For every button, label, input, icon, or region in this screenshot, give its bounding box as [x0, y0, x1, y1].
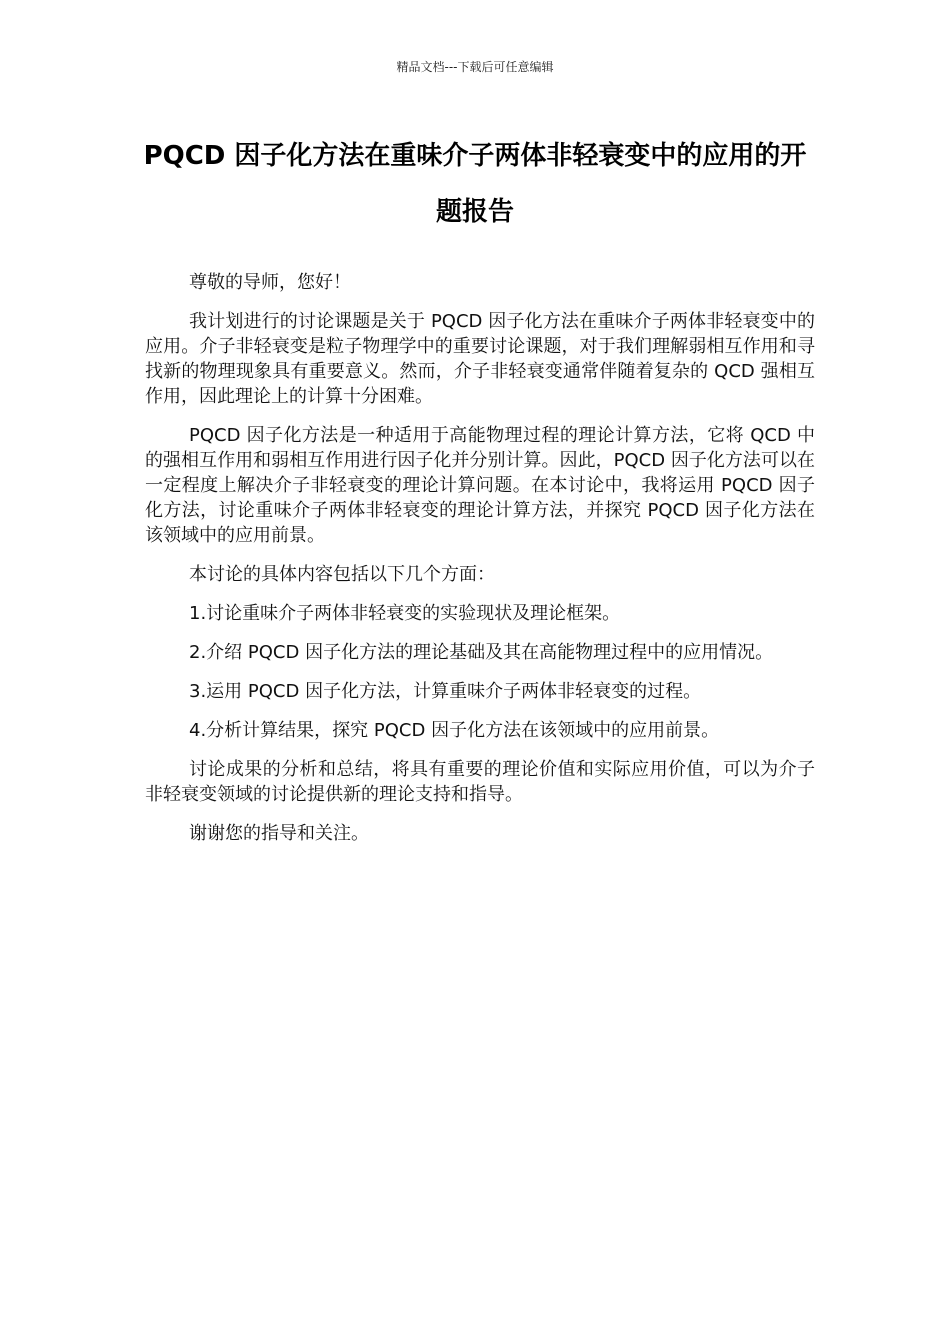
intro-paragraph: 我计划进行的讨论课题是关于 PQCD 因子化方法在重味介子两体非轻衰变中的应用。介子非轻衰变是粒子物理学中的重要讨论课题，对于我们理解弱相互作用和寻找新的物理现象具有重要意义。然而，介子非轻衰变通常伴随着复杂的 QCD 强相互作用，因此理论上的计算十分困难。 — [145, 311, 815, 407]
method-paragraph: PQCD 因子化方法是一种适用于高能物理过程的理论计算方法，它将 QCD 中的强相互作用和弱相互作用进行因子化并分别计算。因此，PQCD 因子化方法可以在一定程度上解决介子非轻衰变的理论计算问题。在本讨论中，我将运用 PQCD 因子化方法，讨论重味介子两体非轻衰变的理论计算方法，并探究 PQCD 因子化方法在该领域中的应用前景。 — [145, 425, 815, 546]
list-item-4: 4.分析计算结果，探究 PQCD 因子化方法在该领域中的应用前景。 — [189, 720, 720, 741]
document-body — [145, 270, 815, 860]
greeting-paragraph: 尊敬的导师，您好！ — [189, 272, 351, 293]
header-note: 精品文档---下载后可任意编辑 — [396, 60, 554, 74]
document-title: PQCD 因子化方法在重味介子两体非轻衰变中的应用的开题报告 — [143, 141, 807, 227]
contents-intro-paragraph: 本讨论的具体内容包括以下几个方面： — [189, 564, 495, 585]
list-item-3: 3.运用 PQCD 因子化方法，计算重味介子两体非轻衰变的过程。 — [189, 681, 702, 702]
conclusion-paragraph: 讨论成果的分析和总结，将具有重要的理论价值和实际应用价值，可以为介子非轻衰变领域的讨论提供新的理论支持和指导。 — [145, 759, 815, 805]
list-item-2: 2.介绍 PQCD 因子化方法的理论基础及其在高能物理过程中的应用情况。 — [189, 642, 774, 663]
list-item-1: 1.讨论重味介子两体非轻衰变的实验现状及理论框架。 — [189, 603, 621, 624]
closing-paragraph: 谢谢您的指导和关注。 — [189, 823, 369, 844]
